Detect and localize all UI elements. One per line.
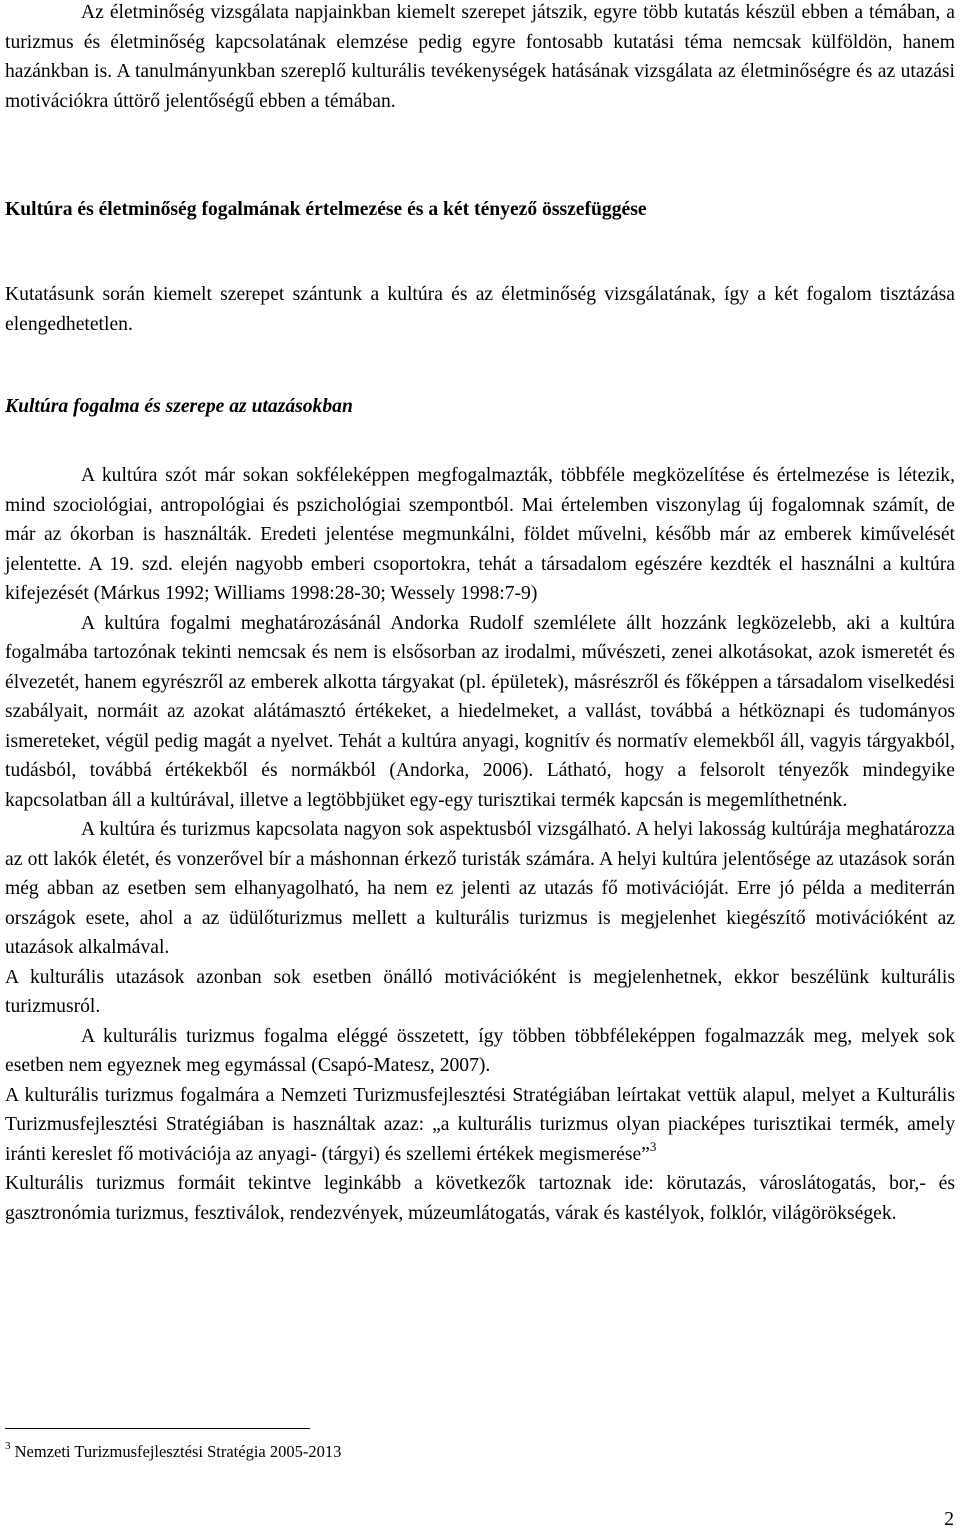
page-number: 2 [944,1509,954,1530]
body-paragraph-3: A kultúra és turizmus kapcsolata nagyon sok aspektusból vizsgálható. A helyi lakosság kultúrája meghatározza az ott lakók életét, és vonzerővel bír a máshonnan érkező turisták számára. A helyi kultúra jelentősége az utazások során még abban az esetben sem elhanyagolható, ha nem ez jelenti az utazás fő motivációját. Erre jó példa a mediterrán országok esete, ahol a az üdülőturizmus mellett a kulturális turizmus is megjelenhet kiegészítő motivációként az utazások alkalmával. [5,819,955,958]
subsection-heading: Kultúra fogalma és szerepe az utazásokban [5,396,353,417]
body-paragraph-6-text: A kulturális turizmus fogalmára a Nemzeti Turizmusfejlesztési Stratégiában leírtakat vettük alapul, melyet a Kulturális Turizmusfejlesztési Stratégiában is használtak azaz: „a kulturális turizmus olyan piacképes turisztikai termék, amely iránti kereslet fő motivációja az anyagi- (tárgyi) és szellemi értékek megismerése” [5,1084,955,1165]
footnote-text: Nemzeti Turizmusfejlesztési Stratégia 2005-2013 [14,1442,342,1461]
body-paragraph-1: A kultúra szót már sokan sokféleképpen megfogalmazták, többféle megközelítése és értelmezése is létezik, mind szociológiai, antropológiai és pszichológiai szempontból. Mai értelemben viszonylag új fogalomnak számít, de már az ókorban is használták. Eredeti jelentése megmunkálni, földet művelni, később már az emberek kiművelését jelentette. A 19. szd. elején nagyobb emberi csoportokra, tehát a társadalom egészére kezdték el használni a kultúra kifejezését (Márkus 1992; Williams 1998:28-30; Wessely 1998:7-9) [5,465,955,604]
body-paragraph-4: A kulturális utazások azonban sok esetben önálló motivációként is megjelenhetnek, ekkor beszélünk kulturális turizmusról. [5,966,955,1017]
body-paragraph-5: A kulturális turizmus fogalma eléggé összetett, így többen többféleképpen fogalmazzák meg, melyek sok esetben nem egyeznek meg egymással (Csapó-Matesz, 2007). [5,1025,955,1076]
intro-section [5,0,955,116]
section-heading: Kultúra és életminőség fogalmának értelmezése és a két tényező összefüggése [5,199,647,220]
footnote-separator [5,1428,310,1429]
subsection-heading-block [5,392,955,422]
body-paragraph-6 [5,1081,955,1170]
footnote [5,1440,905,1464]
intro-paragraph: Az életminőség vizsgálata napjainkban kiemelt szerepet játszik, egyre több kutatás készül ebben a témában, a turizmus és életminőség kapcsolatának elemzése pedig egyre fontosabb kutatási téma nemcsak külföldön, hanem hazánkban is. A tanulmányunkban szereplő kulturális tevékenységek hatásának vizsgálata az életminőségre és az utazási motivációkra úttörő jelentőségű ebben a témában. [5,2,955,112]
section-paragraph: Kutatásunk során kiemelt szerepet szántunk a kultúra és az életminőség vizsgálatának, így a két fogalom tisztázása elengedhetetlen. [5,284,955,335]
section-heading-block [5,195,955,225]
section-intro-block [5,280,955,339]
body-paragraph-2: A kultúra fogalmi meghatározásánál Andorka Rudolf szemlélete állt hozzánk legközelebb, aki a kultúra fogalmába tartozónak tekinti nemcsak és nem is elsősorban az irodalmi, művészeti, zenei alkotásokat, azok ismeretét és élvezetét, hanem egyrészről az emberek alkotta tárgyakat (pl. épületek), másrészről és főképpen a társadalom viselkedési szabályait, normáit az azokat alátámasztó értékeket, a hiedelmeket, a vallást, továbbá a hétköznapi és tudományos ismereteket, végül pedig magát a nyelvet. Tehát a kultúra anyagi, kognitív és normatív elemekből áll, vagyis tárgyakból, tudásból, továbbá értékekből és normákból (Andorka, 2006). Látható, hogy a felsorolt tényezők mindegyike kapcsolatban áll a kultúrával, illetve a legtöbbjüket egy-egy turisztikai termék kapcsán is megemlíthetnénk. [5,612,955,811]
subsection-body [5,461,955,1228]
footnote-number: 3 [5,1439,11,1452]
body-paragraph-7: Kulturális turizmus formáit tekintve leginkább a következők tartoznak ide: körutazás, városlátogatás, bor,- és gasztronómia turizmus, fesztiválok, rendezvények, múzeumlátogatás, várak és kastélyok, folklór, világörökségek. [5,1173,955,1224]
footnote-reference[interactable]: 3 [649,1138,657,1154]
